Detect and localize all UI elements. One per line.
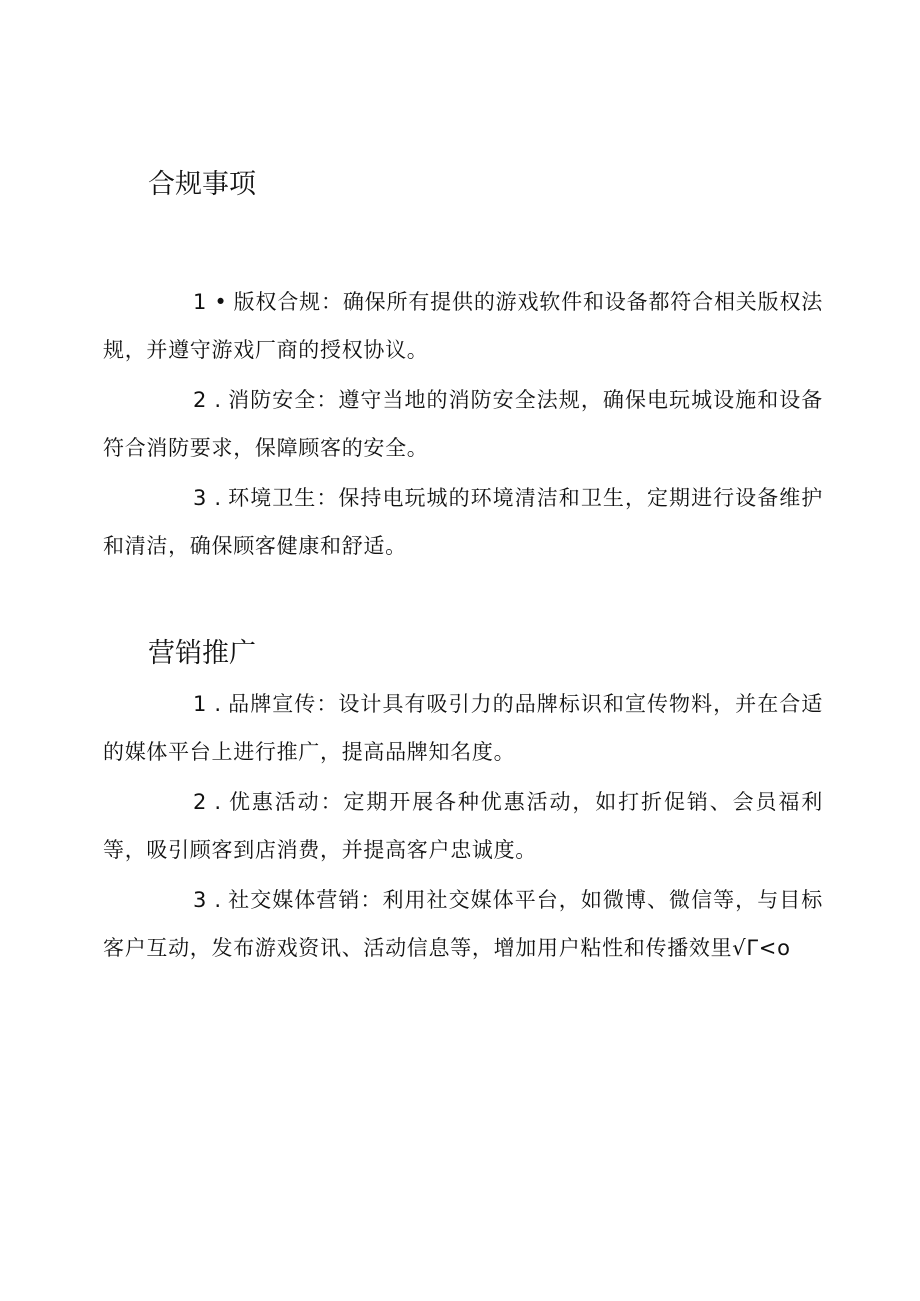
item-number: 1 . [193, 692, 222, 716]
item-text: 品牌宣传：设计具有吸引力的品牌标识和宣传物料，并在合适的媒体平台上进行推广，提高品牌知名度。 [103, 692, 823, 764]
list-item-hygiene [103, 474, 823, 570]
list-item-fire-safety [103, 376, 823, 472]
item-text: 版权合规：确保所有提供的游戏软件和设备都符合相关版权法规，并遵守游戏厂商的授权协议。 [103, 290, 823, 362]
item-text: 优惠活动：定期开展各种优惠活动，如打折促销、会员福利等，吸引顾客到店消费，并提高客户忠诚度。 [103, 790, 823, 862]
item-number: 3 . [193, 888, 222, 912]
item-number: 2 . [193, 790, 222, 814]
item-number: 1 • [193, 290, 228, 314]
section-heading-compliance: 合规事项 [148, 169, 256, 200]
item-text: 社交媒体营销：利用社交媒体平台，如微博、微信等，与目标客户互动，发布游戏资讯、活动信息等，增加用户粘性和传播效里√Γ<o [103, 888, 823, 960]
item-number: 3 . [193, 486, 222, 510]
item-text: 环境卫生：保持电玩城的环境清洁和卫生，定期进行设备维护和清洁，确保顾客健康和舒适。 [103, 486, 823, 558]
list-item-copyright [103, 278, 823, 374]
list-item-brand-promotion [103, 680, 823, 776]
list-item-discount-events [103, 778, 823, 874]
list-item-social-media [103, 876, 823, 972]
item-text: 消防安全：遵守当地的消防安全法规，确保电玩城设施和设备符合消防要求，保障顾客的安全。 [103, 388, 823, 460]
item-number: 2 . [193, 388, 222, 412]
section-heading-marketing: 营销推广 [148, 638, 256, 669]
